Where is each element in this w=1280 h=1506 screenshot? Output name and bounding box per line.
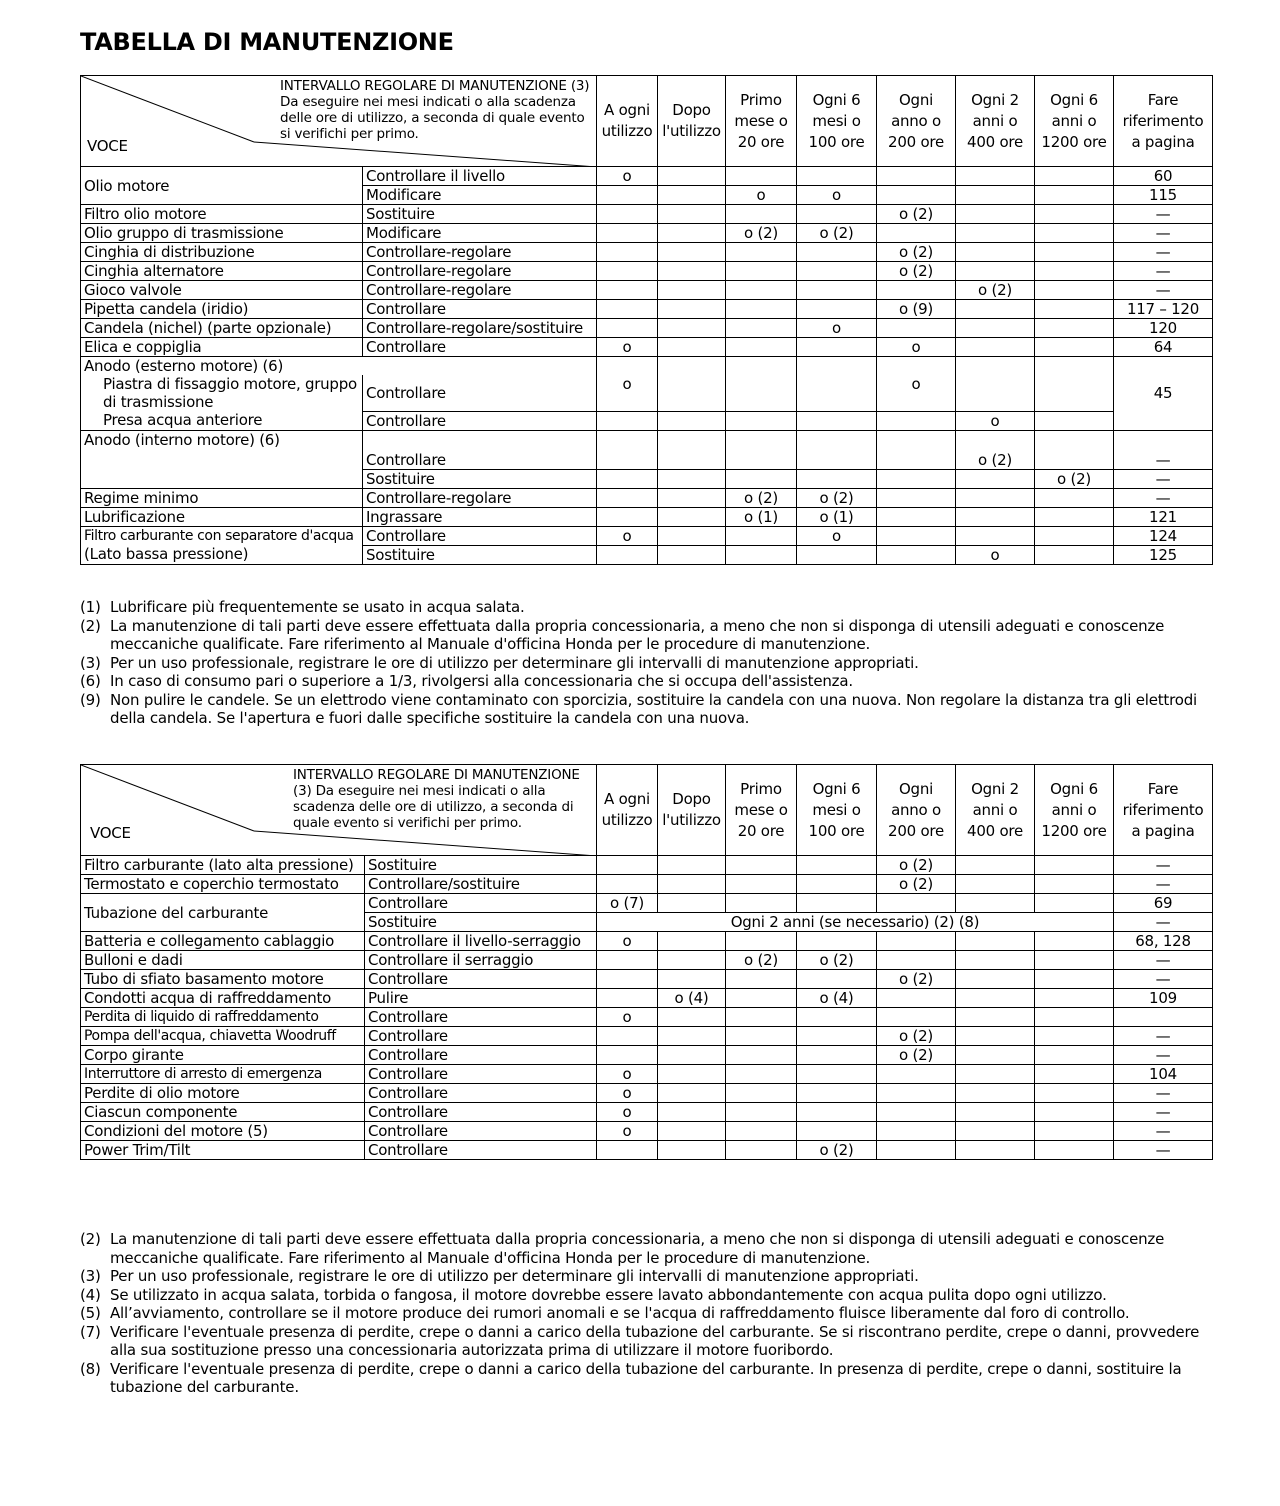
check-mark: o bbox=[956, 545, 1035, 564]
check-mark: o (1) bbox=[797, 507, 877, 526]
table-row bbox=[81, 545, 1213, 564]
item-cinghia-alternatore: Cinghia alternatore bbox=[81, 262, 363, 281]
interval-title: INTERVALLO REGOLARE DI MANUTENZIONE (3) bbox=[280, 78, 590, 94]
table-header-row bbox=[81, 76, 1213, 167]
action-cell: Controllare bbox=[365, 1084, 597, 1103]
footnote: (4) Se utilizzato in acqua salata, torbida o fangosa, il motore dovrebbe essere lavato abbondantemente con acqua pulita dopo ogni utilizzo. bbox=[80, 1285, 1107, 1304]
table-row bbox=[81, 1065, 1213, 1084]
page-ref: — bbox=[1114, 262, 1213, 281]
action-cell: Controllare bbox=[365, 1008, 597, 1027]
page-ref: 117 – 120 bbox=[1114, 300, 1213, 319]
table-row bbox=[81, 338, 1213, 357]
item-pipetta-candela: Pipetta candela (iridio) bbox=[81, 300, 363, 319]
check-mark: o bbox=[597, 1084, 658, 1103]
table-row bbox=[81, 243, 1213, 262]
item-pompa-acqua: Pompa dell'acqua, chiavetta Woodruff bbox=[81, 1027, 365, 1046]
page-ref: 121 bbox=[1114, 507, 1213, 526]
action-cell: Controllare-regolare bbox=[363, 281, 597, 300]
action-cell: Sostituire bbox=[365, 913, 597, 932]
page-ref: — bbox=[1114, 1027, 1213, 1046]
table-row bbox=[81, 932, 1213, 951]
table-row bbox=[81, 300, 1213, 319]
page-ref: — bbox=[1114, 1084, 1213, 1103]
check-mark: o bbox=[797, 526, 877, 545]
footnote: (1) Lubrificare più frequentemente se usato in acqua salata. bbox=[80, 598, 525, 616]
action-cell: Controllare bbox=[365, 894, 597, 913]
check-mark: o bbox=[956, 411, 1035, 430]
action-cell: Controllare bbox=[365, 1103, 597, 1122]
page-ref: 115 bbox=[1114, 186, 1213, 205]
action-cell: Sostituire bbox=[365, 856, 597, 875]
page-ref: — bbox=[1114, 224, 1213, 243]
col-header-ogni-utilizzo: A ogni utilizzo bbox=[597, 76, 658, 167]
col-header-primo-mese: Primo mese o 20 ore bbox=[726, 765, 797, 856]
page-ref: — bbox=[1114, 913, 1213, 932]
page-ref: — bbox=[1114, 970, 1213, 989]
action-cell: Modificare bbox=[363, 224, 597, 243]
action-cell: Controllare bbox=[363, 430, 597, 469]
page-ref: 125 bbox=[1114, 545, 1213, 564]
table-row bbox=[81, 262, 1213, 281]
col-header-pagina: Fare riferimento a pagina bbox=[1114, 76, 1213, 167]
check-mark: o (2) bbox=[877, 970, 956, 989]
action-cell: Controllare bbox=[365, 970, 597, 989]
check-mark: o bbox=[597, 1065, 658, 1084]
col-header-ogni-anno: Ogni anno o 200 ore bbox=[877, 76, 956, 167]
action-cell: Controllare bbox=[363, 375, 597, 411]
check-mark: o (2) bbox=[877, 205, 956, 224]
table-header-row bbox=[81, 765, 1213, 856]
footnote: (2) La manutenzione di tali parti deve essere effettuata dalla propria concessionaria, a meno che non si disponga di utensili adeguati e conoscenze meccaniche qualificate. Fare riferimento al Manuale d'officina Honda per le procedure di manutenzione. bbox=[80, 1230, 1165, 1267]
item-olio-trasmissione: Olio gruppo di trasmissione bbox=[81, 224, 363, 243]
check-mark: o (2) bbox=[797, 1141, 877, 1160]
check-mark: o bbox=[597, 357, 658, 412]
check-mark: o (2) bbox=[877, 243, 956, 262]
action-cell: Pulire bbox=[365, 989, 597, 1008]
footnote: (6) In caso di consumo pari o superiore a 1/3, rivolgersi alla concessionaria che si occupa dell'assistenza. bbox=[80, 672, 853, 690]
page-ref: 64 bbox=[1114, 338, 1213, 357]
footnote: (9) Non pulire le candele. Se un elettrodo viene contaminato con sporcizia, sostituire la candela con una nuova. Non regolare la distanza tra gli elettrodi della candela. Se l'apertura e fuori dalle specifiche sostituire la candela con una nuova. bbox=[80, 690, 1198, 727]
check-mark: o (1) bbox=[726, 507, 797, 526]
interval-label bbox=[293, 767, 593, 831]
footnote: (8) Verificare l'eventuale presenza di perdite, crepe o danni a carico della tubazione del carburante. In presenza di perdite, crepe o danni, sostituire la tubazione del carburante. bbox=[80, 1359, 1182, 1396]
item-olio-motore: Olio motore bbox=[81, 167, 363, 205]
table-row bbox=[81, 430, 1213, 469]
page-ref: 68, 128 bbox=[1114, 932, 1213, 951]
footnote: (2) La manutenzione di tali parti deve essere effettuata dalla propria concessionaria, a meno che non si disponga di utensili adeguati e conoscenze meccaniche qualificate. Fare riferimento al Manuale d'officina Honda per le procedure di manutenzione. bbox=[80, 616, 1165, 653]
table-row bbox=[81, 1141, 1213, 1160]
check-mark: o (2) bbox=[877, 1027, 956, 1046]
interval-description: (3) Da eseguire nei mesi indicati o alla scadenza delle ore di utilizzo, a seconda di quale evento si verifichi per primo. bbox=[293, 783, 574, 831]
page-ref: 104 bbox=[1114, 1065, 1213, 1084]
table-row bbox=[81, 951, 1213, 970]
check-mark: o (2) bbox=[726, 951, 797, 970]
page-ref: — bbox=[1114, 875, 1213, 894]
check-mark: o (4) bbox=[658, 989, 726, 1008]
page-ref: — bbox=[1114, 1141, 1213, 1160]
action-cell: Controllare bbox=[365, 1141, 597, 1160]
item-gioco-valvole: Gioco valvole bbox=[81, 281, 363, 300]
check-mark: o (2) bbox=[726, 224, 797, 243]
item-anodo-esterno: Anodo (esterno motore) (6) bbox=[81, 357, 597, 376]
check-mark: o bbox=[797, 319, 877, 338]
page-ref: 124 bbox=[1114, 526, 1213, 545]
check-mark: o bbox=[597, 338, 658, 357]
item-lato-bassa-pressione: (Lato bassa pressione) bbox=[81, 545, 363, 564]
check-mark: o (7) bbox=[597, 894, 658, 913]
action-cell: Modificare bbox=[363, 186, 597, 205]
action-cell: Controllare bbox=[365, 1046, 597, 1065]
check-mark: o (2) bbox=[797, 224, 877, 243]
page-ref: — bbox=[1114, 856, 1213, 875]
check-mark: o (9) bbox=[877, 300, 956, 319]
item-regime-minimo: Regime minimo bbox=[81, 488, 363, 507]
interval-title: INTERVALLO REGOLARE DI MANUTENZIONE bbox=[293, 767, 580, 783]
check-mark: o bbox=[597, 167, 658, 186]
table-row bbox=[81, 1122, 1213, 1141]
col-header-dopo-utilizzo: Dopo l'utilizzo bbox=[658, 76, 726, 167]
page-ref: 109 bbox=[1114, 989, 1213, 1008]
notes-table-1 bbox=[80, 598, 1220, 728]
action-cell: Controllare il livello-serraggio bbox=[365, 932, 597, 951]
table-row bbox=[81, 488, 1213, 507]
action-cell: Controllare bbox=[365, 1065, 597, 1084]
action-cell: Controllare/sostituire bbox=[365, 875, 597, 894]
check-mark: o bbox=[877, 357, 956, 412]
table-row bbox=[81, 319, 1213, 338]
col-header-6-mesi: Ogni 6 mesi o 100 ore bbox=[797, 76, 877, 167]
maintenance-table-2 bbox=[80, 764, 1213, 1160]
check-mark: o (2) bbox=[877, 1046, 956, 1065]
action-cell: Controllare-regolare/sostituire bbox=[363, 319, 597, 338]
table-row bbox=[81, 894, 1213, 913]
action-cell: Controllare bbox=[363, 526, 597, 545]
check-mark: o bbox=[877, 338, 956, 357]
item-perdite-olio: Perdite di olio motore bbox=[81, 1084, 365, 1103]
page-title: TABELLA DI MANUTENZIONE bbox=[80, 28, 454, 56]
table-row bbox=[81, 526, 1213, 545]
check-mark: o (2) bbox=[877, 875, 956, 894]
page-ref: — bbox=[1114, 1122, 1213, 1141]
item-piastra-fissaggio: Piastra di fissaggio motore, gruppo di trasmissione bbox=[81, 375, 363, 411]
page-ref: 60 bbox=[1114, 167, 1213, 186]
table-row bbox=[81, 989, 1213, 1008]
action-cell: Ingrassare bbox=[363, 507, 597, 526]
col-header-6-anni: Ogni 6 anni o 1200 ore bbox=[1035, 76, 1114, 167]
table-row bbox=[81, 1084, 1213, 1103]
table-row bbox=[81, 167, 1213, 186]
page-ref: — bbox=[1114, 951, 1213, 970]
table-row bbox=[81, 970, 1213, 989]
col-header-ogni-anno: Ogni anno o 200 ore bbox=[877, 765, 956, 856]
col-header-2-anni: Ogni 2 anni o 400 ore bbox=[956, 765, 1035, 856]
check-mark: o (2) bbox=[877, 262, 956, 281]
page-ref: — bbox=[1114, 1103, 1213, 1122]
page-ref: — bbox=[1114, 1046, 1213, 1065]
item-batteria: Batteria e collegamento cablaggio bbox=[81, 932, 365, 951]
table-row bbox=[81, 1103, 1213, 1122]
page-ref: — bbox=[1114, 430, 1213, 469]
action-cell: Sostituire bbox=[363, 205, 597, 224]
action-cell: Controllare-regolare bbox=[363, 488, 597, 507]
item-tubazione-carburante: Tubazione del carburante bbox=[81, 894, 365, 932]
interval-span-note: Ogni 2 anni (se necessario) (2) (8) bbox=[597, 913, 1114, 932]
check-mark: o bbox=[597, 1103, 658, 1122]
page-ref: 69 bbox=[1114, 894, 1213, 913]
page-ref: — bbox=[1114, 243, 1213, 262]
action-cell: Sostituire bbox=[363, 545, 597, 564]
col-header-dopo-utilizzo: Dopo l'utilizzo bbox=[658, 765, 726, 856]
item-filtro-carburante: Filtro carburante con separatore d'acqua bbox=[81, 526, 363, 545]
item-condotti-acqua: Condotti acqua di raffreddamento bbox=[81, 989, 365, 1008]
item-interruttore-arresto: Interruttore di arresto di emergenza bbox=[81, 1065, 365, 1084]
col-header-pagina: Fare riferimento a pagina bbox=[1114, 765, 1213, 856]
check-mark: o bbox=[597, 1008, 658, 1027]
page-ref: — bbox=[1114, 469, 1213, 488]
action-cell: Controllare il serraggio bbox=[365, 951, 597, 970]
table-row bbox=[81, 205, 1213, 224]
voce-label: VOCE bbox=[87, 137, 128, 155]
col-header-2-anni: Ogni 2 anni o 400 ore bbox=[956, 76, 1035, 167]
item-tubo-sfiato: Tubo di sfiato basamento motore bbox=[81, 970, 365, 989]
item-filtro-olio: Filtro olio motore bbox=[81, 205, 363, 224]
notes-table-2 bbox=[80, 1230, 1220, 1397]
check-mark: o bbox=[597, 526, 658, 545]
page-ref: 120 bbox=[1114, 319, 1213, 338]
action-cell: Controllare il livello bbox=[363, 167, 597, 186]
action-cell: Controllare-regolare bbox=[363, 243, 597, 262]
item-ciascun-componente: Ciascun componente bbox=[81, 1103, 365, 1122]
check-mark: o (2) bbox=[797, 951, 877, 970]
check-mark: o bbox=[597, 1122, 658, 1141]
item-corpo-girante: Corpo girante bbox=[81, 1046, 365, 1065]
voce-label: VOCE bbox=[90, 824, 131, 842]
item-condizioni-motore: Condizioni del motore (5) bbox=[81, 1122, 365, 1141]
item-termostato: Termostato e coperchio termostato bbox=[81, 875, 365, 894]
action-cell: Controllare bbox=[363, 411, 597, 430]
check-mark: o (2) bbox=[956, 281, 1035, 300]
page-ref: — bbox=[1114, 205, 1213, 224]
table-row bbox=[81, 224, 1213, 243]
item-lubrificazione: Lubrificazione bbox=[81, 507, 363, 526]
item-perdita-liquido: Perdita di liquido di raffreddamento bbox=[81, 1008, 365, 1027]
table-row bbox=[81, 1046, 1213, 1065]
check-mark: o (2) bbox=[956, 430, 1035, 469]
interval-header bbox=[81, 76, 597, 167]
check-mark: o (2) bbox=[1035, 469, 1114, 488]
check-mark: o bbox=[726, 186, 797, 205]
item-power-trim: Power Trim/Tilt bbox=[81, 1141, 365, 1160]
page-ref: — bbox=[1114, 281, 1213, 300]
action-cell: Controllare bbox=[365, 1027, 597, 1046]
interval-header bbox=[81, 765, 597, 856]
action-cell: Sostituire bbox=[363, 469, 597, 488]
item-candela-nichel: Candela (nichel) (parte opzionale) bbox=[81, 319, 363, 338]
check-mark: o (2) bbox=[877, 856, 956, 875]
check-mark: o (2) bbox=[726, 488, 797, 507]
table-row bbox=[81, 357, 1213, 376]
page-ref: 45 bbox=[1114, 357, 1213, 431]
col-header-ogni-utilizzo: A ogni utilizzo bbox=[597, 765, 658, 856]
footnote: (3) Per un uso professionale, registrare le ore di utilizzo per determinare gli intervalli di manutenzione appropriati. bbox=[80, 1267, 919, 1285]
check-mark: o bbox=[797, 186, 877, 205]
item-elica: Elica e coppiglia bbox=[81, 338, 363, 357]
check-mark: o (2) bbox=[797, 488, 877, 507]
footnote: (7) Verificare l'eventuale presenza di perdite, crepe o danni a carico della tubazione del carburante. Se si riscontrano perdite, crepe o danni, provvedere alla sua sostituzione presso una concessionaria autorizzata prima di utilizzare il motore fuoribordo. bbox=[80, 1322, 1200, 1359]
col-header-6-mesi: Ogni 6 mesi o 100 ore bbox=[797, 765, 877, 856]
table-row bbox=[81, 856, 1213, 875]
table-row bbox=[81, 411, 1213, 430]
col-header-primo-mese: Primo mese o 20 ore bbox=[726, 76, 797, 167]
check-mark: o bbox=[597, 932, 658, 951]
footnote: (3) Per un uso professionale, registrare le ore di utilizzo per determinare gli intervalli di manutenzione appropriati. bbox=[80, 653, 919, 672]
table-row bbox=[81, 1027, 1213, 1046]
table-row bbox=[81, 507, 1213, 526]
check-mark: o (4) bbox=[797, 989, 877, 1008]
item-cinghia-distribuzione: Cinghia di distribuzione bbox=[81, 243, 363, 262]
page-ref: — bbox=[1114, 488, 1213, 507]
item-filtro-alta-pressione: Filtro carburante (lato alta pressione) bbox=[81, 856, 365, 875]
action-cell: Controllare-regolare bbox=[363, 262, 597, 281]
action-cell: Controllare bbox=[363, 338, 597, 357]
action-cell: Controllare bbox=[363, 300, 597, 319]
interval-label bbox=[280, 78, 592, 142]
maintenance-table-1 bbox=[80, 75, 1213, 565]
col-header-6-anni: Ogni 6 anni o 1200 ore bbox=[1035, 765, 1114, 856]
interval-description: Da eseguire nei mesi indicati o alla scadenza delle ore di utilizzo, a seconda di quale evento si verifichi per primo. bbox=[280, 94, 585, 142]
action-cell: Controllare bbox=[365, 1122, 597, 1141]
table-row bbox=[81, 875, 1213, 894]
item-bulloni: Bulloni e dadi bbox=[81, 951, 365, 970]
table-row bbox=[81, 281, 1213, 300]
item-anodo-interno: Anodo (interno motore) (6) bbox=[81, 430, 363, 488]
table-row bbox=[81, 1008, 1213, 1027]
item-presa-acqua: Presa acqua anteriore bbox=[81, 411, 363, 430]
footnote: (5) All’avviamento, controllare se il motore produce dei rumori anomali e se l'acqua di raffreddamento fluisce liberamente dal foro di controllo. bbox=[80, 1304, 1130, 1322]
